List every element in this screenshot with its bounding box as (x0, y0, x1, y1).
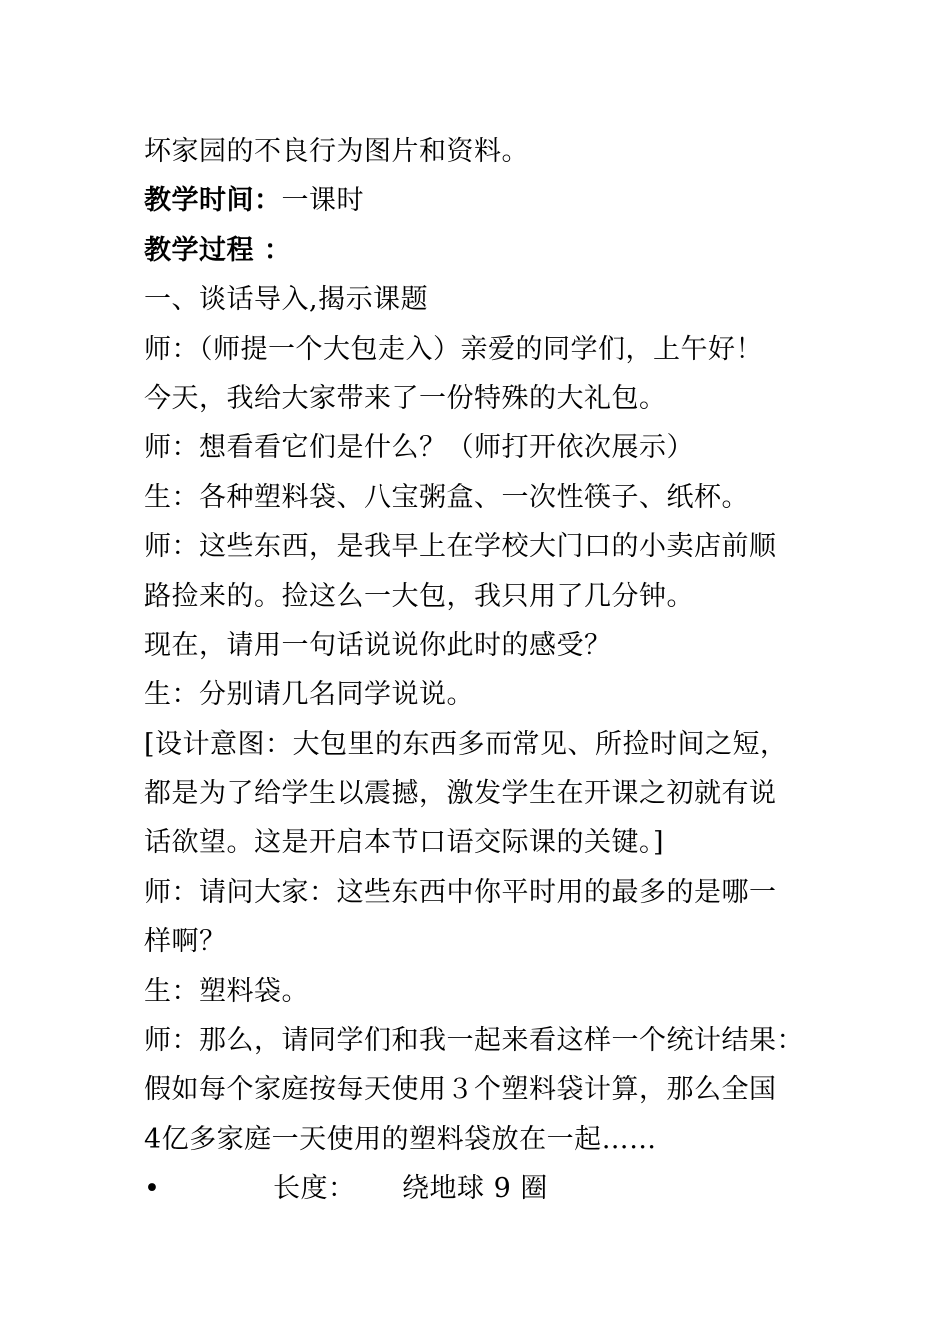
teaching-time-line (144, 176, 814, 225)
paragraph-line: 路捡来的。捡这么一大包，我只用了几分钟。 (144, 580, 694, 612)
design-note-line: [设计意图：大包里的东西多而常见、所捡时间之短， (144, 728, 788, 760)
paragraph-line: 现在，请用一句话说说你此时的感受？ (144, 629, 612, 661)
bullet-symbol: • (144, 1173, 161, 1205)
bullet-item (144, 1164, 814, 1213)
paragraph-line: 师：想看看它们是什么？（师打开依次展示） (144, 432, 694, 464)
section-heading: 一、谈话导入,揭示课题 (144, 284, 429, 316)
document-page (144, 127, 814, 1214)
paragraph-line: 师：请问大家：这些东西中你平时用的最多的是哪一 (144, 876, 777, 908)
paragraph-line: 假如每个家庭按每天使用３个塑料袋计算，那么全国 (144, 1074, 777, 1106)
paragraph-line: 师：那么，请同学们和我一起来看这样一个统计结果： (144, 1025, 804, 1057)
paragraph-line: 生：塑料袋。 (144, 975, 309, 1007)
bullet-label: 长度： (273, 1173, 356, 1205)
paragraph-line: 生：分别请几名同学说说。 (144, 679, 474, 711)
paragraph-line: 今天，我给大家带来了一份特殊的大礼包。 (144, 382, 667, 414)
design-note-line: 都是为了给学生以震撼，激发学生在开课之初就有说 (144, 778, 777, 810)
teaching-time-label: 教学时间： (144, 185, 282, 217)
paragraph-line: 4亿多家庭一天使用的塑料袋放在一起…… (144, 1123, 657, 1155)
teaching-process-heading: 教学过程 ： (144, 234, 292, 266)
design-note-line: 话欲望。这是开启本节口语交际课的关键。] (144, 827, 665, 859)
bullet-value: 绕地球 9 圈 (402, 1173, 548, 1205)
teaching-time-value: 一课时 (281, 185, 364, 217)
paragraph-line: 生：各种塑料袋、八宝粥盒、一次性筷子、纸杯。 (144, 481, 749, 513)
paragraph-line: 样啊？ (144, 926, 227, 958)
paragraph-line: 师：这些东西，是我早上在学校大门口的小卖店前顺 (144, 531, 777, 563)
paragraph-line: 坏家园的不良行为图片和资料。 (144, 136, 529, 167)
paragraph-line: 师：（师提一个大包走入）亲爱的同学们，上午好！ (144, 333, 763, 365)
